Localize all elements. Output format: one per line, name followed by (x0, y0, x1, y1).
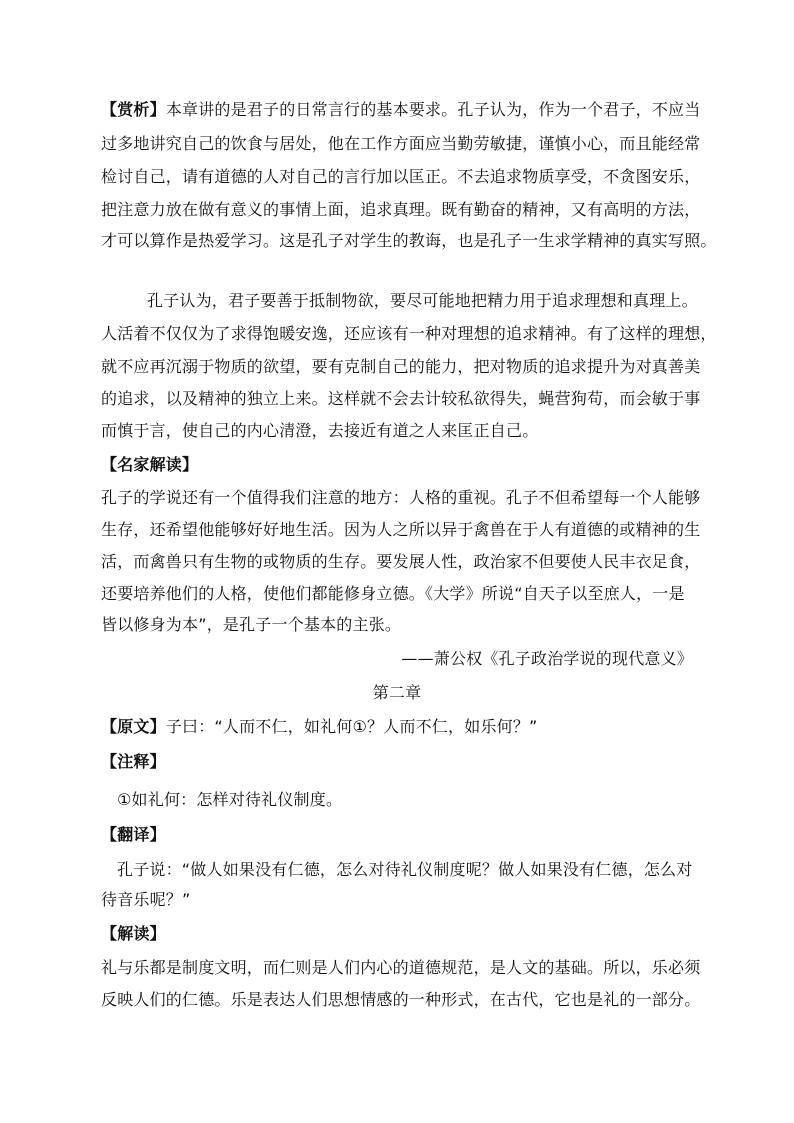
commentary-line-5: 而慎于言，使自己的内心清澄，去接近有道之人来匡正自己。 (101, 421, 539, 440)
commentary-line-1: 孔子认为，君子要善于抵制物欲，要尽可能地把精力用于追求理想和真理上。 (147, 291, 698, 310)
translation-heading: 【翻译】 (101, 825, 166, 844)
translation-line-2: 待音乐呢？” (101, 890, 191, 909)
expert-line-1: 孔子的学说还有一个值得我们注意的地方：人格的重视。孔子不但希望每一个人能够 (101, 488, 701, 507)
appreciation-line-3: 检讨自己，请有道德的人对自己的言行加以匡正。不去追求物质享受，不贪图安乐， (101, 167, 701, 186)
original-line (101, 716, 538, 738)
commentary-line-2: 人活着不仅仅为了求得饱暖安逸，还应该有一种对理想的追求精神。有了这样的理想， (101, 324, 717, 343)
commentary-line-4: 的追求，以及精神的独立上来。这样就不会去计较私欲得失，蝇营狗苟，而会敏于事 (101, 389, 701, 408)
original-text: 子曰：“人而不仁，如礼何①？人而不仁，如乐何？” (165, 717, 538, 736)
chapter-title: 第二章 (372, 683, 422, 702)
appreciation-label: 【赏析】 (101, 100, 166, 119)
interpretation-line-1: 礼与乐都是制度文明，而仁则是人们内心的道德规范，是人文的基础。所以，乐必须 (101, 958, 701, 977)
expert-attribution: ——萧公权《孔子政治学说的现代意义》 (401, 649, 693, 668)
notes-heading: 【注释】 (101, 752, 166, 771)
interpretation-heading: 【解读】 (101, 924, 166, 943)
expert-line-3: 活，而禽兽只有生物的或物质的生存。要发展人性，政治家不但要使人民丰衣足食， (101, 552, 701, 571)
appreciation-line-2: 过多地讲究自己的饮食与居处，他在工作方面应当勤劳敏捷，谨慎小心，而且能经常 (101, 134, 701, 153)
expert-line-5: 皆以修身为本”，是孔子一个基本的主张。 (101, 615, 402, 634)
expert-line-2: 生存，还希望他能够好好地生活。因为人之所以异于禽兽在于人有道德的或精神的生 (101, 520, 701, 539)
note-1: ①如礼何：怎样对待礼仪制度。 (117, 790, 343, 809)
appreciation-line-1 (101, 99, 700, 121)
appreciation-line-4: 把注意力放在做有意义的事情上面，追求真理。既有勤奋的精神，又有高明的方法， (101, 200, 701, 219)
original-label: 【原文】 (101, 717, 166, 736)
appreciation-line-5: 才可以算作是热爱学习。这是孔子对学生的教诲，也是孔子一生求学精神的真实写照。 (101, 231, 717, 250)
expert-line-4: 还要培养他们的人格，使他们都能修身立德。《大学》所说“自天子以至庶人，一是 (101, 584, 685, 603)
expert-heading: 【名家解读】 (101, 455, 199, 474)
interpretation-line-2: 反映人们的仁德。乐是表达人们思想情感的一种形式，在古代，它也是礼的一部分。 (101, 990, 701, 1009)
commentary-line-3: 就不应再沉溺于物质的欲望，要有克制自己的能力，把对物质的追求提升为对真善美 (101, 357, 701, 376)
translation-line-1: 孔子说：“做人如果没有仁德，怎么对待礼仪制度呢？做人如果没有仁德，怎么对 (117, 860, 693, 879)
appreciation-text: 本章讲的是君子的日常言行的基本要求。孔子认为，作为一个君子，不应当 (165, 100, 701, 119)
